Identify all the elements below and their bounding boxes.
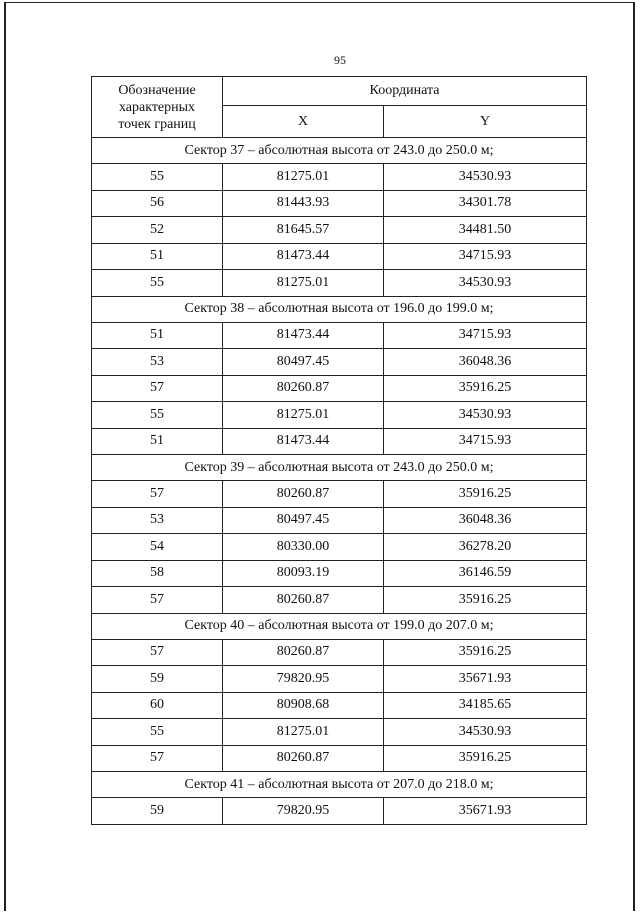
y-cell: 36048.36 <box>384 349 587 376</box>
table-row <box>92 217 587 244</box>
point-cell: 60 <box>92 692 223 719</box>
x-cell: 81275.01 <box>223 719 384 746</box>
y-cell: 35916.25 <box>384 639 587 666</box>
y-cell: 35916.25 <box>384 587 587 614</box>
y-cell: 34185.65 <box>384 692 587 719</box>
sector-title: Сектор 39 – абсолютная высота от 243.0 до 250.0 м; <box>92 455 587 481</box>
table-row <box>92 402 587 429</box>
point-cell: 57 <box>92 639 223 666</box>
sector-row <box>92 772 587 798</box>
sector-title: Сектор 37 – абсолютная высота от 243.0 до 250.0 м; <box>92 138 587 164</box>
x-cell: 79820.95 <box>223 666 384 693</box>
table-row <box>92 481 587 508</box>
sector-row <box>92 613 587 639</box>
page-number: 95 <box>334 53 346 67</box>
table-row <box>92 322 587 349</box>
point-cell: 52 <box>92 217 223 244</box>
table-row <box>92 745 587 772</box>
x-cell: 81275.01 <box>223 402 384 429</box>
point-cell: 58 <box>92 560 223 587</box>
table-row <box>92 639 587 666</box>
y-cell: 34715.93 <box>384 322 587 349</box>
point-cell: 55 <box>92 164 223 191</box>
x-cell: 80497.45 <box>223 507 384 534</box>
table-row <box>92 560 587 587</box>
x-cell: 80260.87 <box>223 587 384 614</box>
x-cell: 80497.45 <box>223 349 384 376</box>
y-cell: 34530.93 <box>384 402 587 429</box>
point-cell: 51 <box>92 322 223 349</box>
table-row <box>92 270 587 297</box>
x-cell: 80908.68 <box>223 692 384 719</box>
table-row <box>92 164 587 191</box>
y-cell: 35916.25 <box>384 745 587 772</box>
header-points-label-line1: Обозначение <box>118 82 196 98</box>
x-cell: 81443.93 <box>223 190 384 217</box>
sector-row <box>92 296 587 322</box>
point-cell: 59 <box>92 666 223 693</box>
x-cell: 80260.87 <box>223 481 384 508</box>
point-cell: 51 <box>92 428 223 455</box>
table-row <box>92 375 587 402</box>
y-cell: 34715.93 <box>384 243 587 270</box>
x-cell: 81473.44 <box>223 243 384 270</box>
header-points-label-line3: точек границ <box>118 116 196 132</box>
header-x: X <box>223 106 384 138</box>
point-cell: 55 <box>92 402 223 429</box>
point-cell: 51 <box>92 243 223 270</box>
x-cell: 81275.01 <box>223 270 384 297</box>
point-cell: 57 <box>92 481 223 508</box>
table-body <box>92 138 587 825</box>
y-cell: 34481.50 <box>384 217 587 244</box>
point-cell: 55 <box>92 719 223 746</box>
x-cell: 80093.19 <box>223 560 384 587</box>
table-row <box>92 349 587 376</box>
point-cell: 56 <box>92 190 223 217</box>
sector-row <box>92 455 587 481</box>
sector-title: Сектор 41 – абсолютная высота от 207.0 до 218.0 м; <box>92 772 587 798</box>
header-points-label-line2: характерных <box>118 99 196 115</box>
point-cell: 57 <box>92 587 223 614</box>
table-row <box>92 719 587 746</box>
point-cell: 55 <box>92 270 223 297</box>
y-cell: 34715.93 <box>384 428 587 455</box>
point-cell: 53 <box>92 349 223 376</box>
y-cell: 35916.25 <box>384 375 587 402</box>
x-cell: 80260.87 <box>223 639 384 666</box>
table-row <box>92 428 587 455</box>
table-row <box>92 243 587 270</box>
x-cell: 81275.01 <box>223 164 384 191</box>
header-points-label <box>92 77 223 138</box>
table-row <box>92 587 587 614</box>
y-cell: 36278.20 <box>384 534 587 561</box>
x-cell: 80330.00 <box>223 534 384 561</box>
table-row <box>92 798 587 825</box>
x-cell: 80260.87 <box>223 745 384 772</box>
y-cell: 36048.36 <box>384 507 587 534</box>
x-cell: 79820.95 <box>223 798 384 825</box>
header-y: Y <box>384 106 587 138</box>
sector-title: Сектор 40 – абсолютная высота от 199.0 до 207.0 м; <box>92 613 587 639</box>
x-cell: 81473.44 <box>223 428 384 455</box>
y-cell: 34530.93 <box>384 270 587 297</box>
sector-row <box>92 138 587 164</box>
x-cell: 81473.44 <box>223 322 384 349</box>
x-cell: 80260.87 <box>223 375 384 402</box>
header-coordinate: Координата <box>223 77 587 106</box>
table-row <box>92 190 587 217</box>
point-cell: 57 <box>92 745 223 772</box>
point-cell: 53 <box>92 507 223 534</box>
y-cell: 35671.93 <box>384 798 587 825</box>
coordinates-table <box>91 76 587 825</box>
x-cell: 81645.57 <box>223 217 384 244</box>
point-cell: 59 <box>92 798 223 825</box>
sector-title: Сектор 38 – абсолютная высота от 196.0 до 199.0 м; <box>92 296 587 322</box>
y-cell: 34530.93 <box>384 719 587 746</box>
table-row <box>92 534 587 561</box>
y-cell: 36146.59 <box>384 560 587 587</box>
y-cell: 35916.25 <box>384 481 587 508</box>
table-row <box>92 692 587 719</box>
table-row <box>92 507 587 534</box>
y-cell: 35671.93 <box>384 666 587 693</box>
y-cell: 34301.78 <box>384 190 587 217</box>
table-row <box>92 666 587 693</box>
point-cell: 54 <box>92 534 223 561</box>
point-cell: 57 <box>92 375 223 402</box>
y-cell: 34530.93 <box>384 164 587 191</box>
